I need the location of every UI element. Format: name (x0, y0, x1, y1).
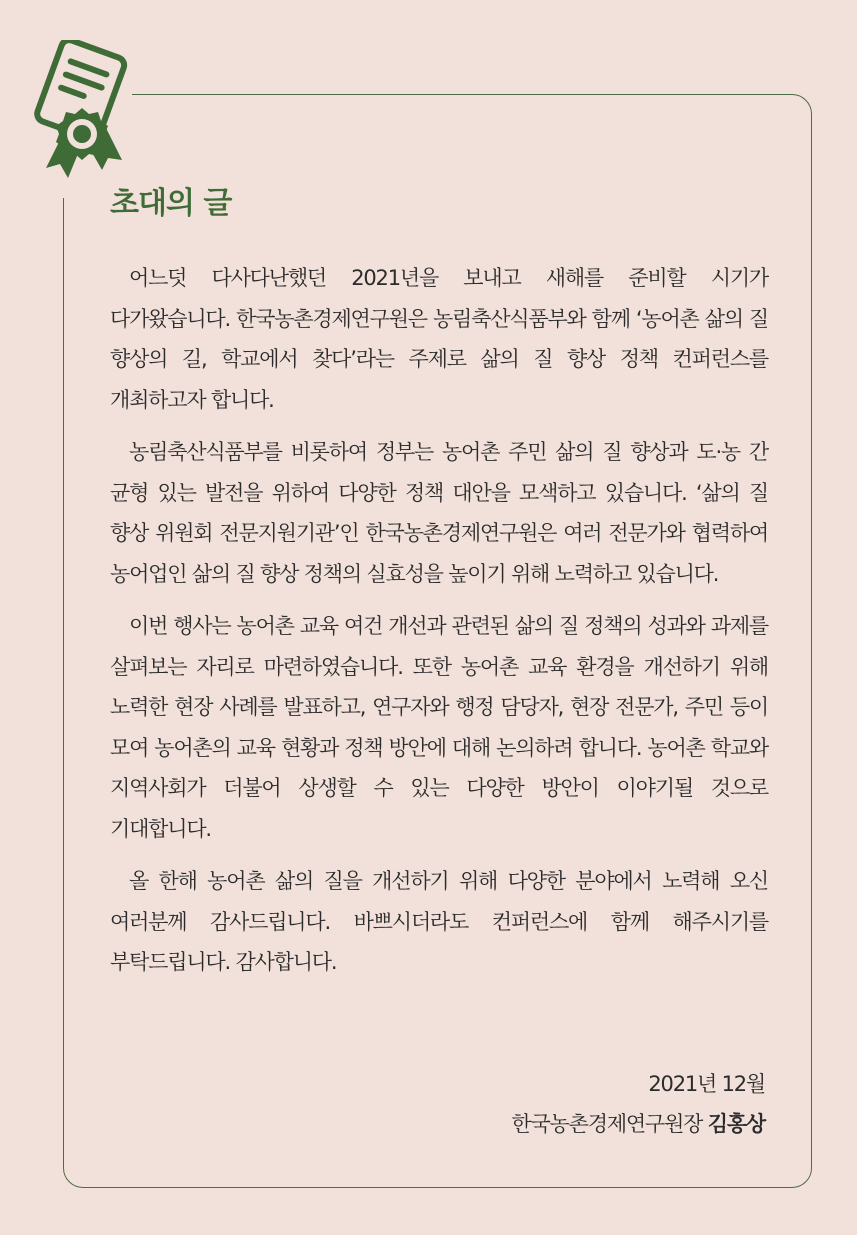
signature-title: 한국농촌경제연구원장 (511, 1112, 703, 1136)
paragraph: 어느덧 다사다난했던 2021년을 보내고 새해를 준비할 시기가 다가왔습니다. 한국농촌경제연구원은 농림축산식품부와 함께 ‘농어촌 삶의 질 향상의 길, 학교에서 찾다’라는 주제로 삶의 질 향상 정책 컨퍼런스를 개최하고자 합니다. (110, 266, 768, 412)
letter-body (110, 258, 768, 995)
signature-block (511, 1064, 765, 1144)
page-title: 초대의 글 (110, 186, 232, 221)
signature-date: 2021년 12월 (648, 1072, 765, 1096)
paragraph: 농림축산식품부를 비롯하여 정부는 농어촌 주민 삶의 질 향상과 도·농 간 균형 있는 발전을 위하여 다양한 정책 대안을 모색하고 있습니다. ‘삶의 질 향상 위원회 전문지원기관’인 한국농촌경제연구원은 여러 전문가와 협력하여 농어업인 삶의 질 향상 정책의 실효성을 높이기 위해 노력하고 있습니다. (110, 440, 768, 586)
certificate-icon (24, 40, 134, 185)
signature-line (511, 1104, 765, 1144)
paragraph: 올 한해 농어촌 삶의 질을 개선하기 위해 다양한 분야에서 노력해 오신 여러분께 감사드립니다. 바쁘시더라도 컨퍼런스에 함께 해주시기를 부탁드립니다. 감사합니다. (110, 869, 768, 974)
signature-name: 김홍상 (707, 1112, 765, 1136)
paragraph: 이번 행사는 농어촌 교육 여건 개선과 관련된 삶의 질 정책의 성과와 과제를 살펴보는 자리로 마련하였습니다. 또한 농어촌 교육 환경을 개선하기 위해 노력한 현장 사례를 발표하고, 연구자와 행정 담당자, 현장 전문가, 주민 등이 모여 농어촌의 교육 현황과 정책 방안에 대해 논의하려 합니다. 농어촌 학교와 지역사회가 더불어 상생할 수 있는 다양한 방안이 이야기될 것으로 기대합니다. (110, 614, 768, 841)
